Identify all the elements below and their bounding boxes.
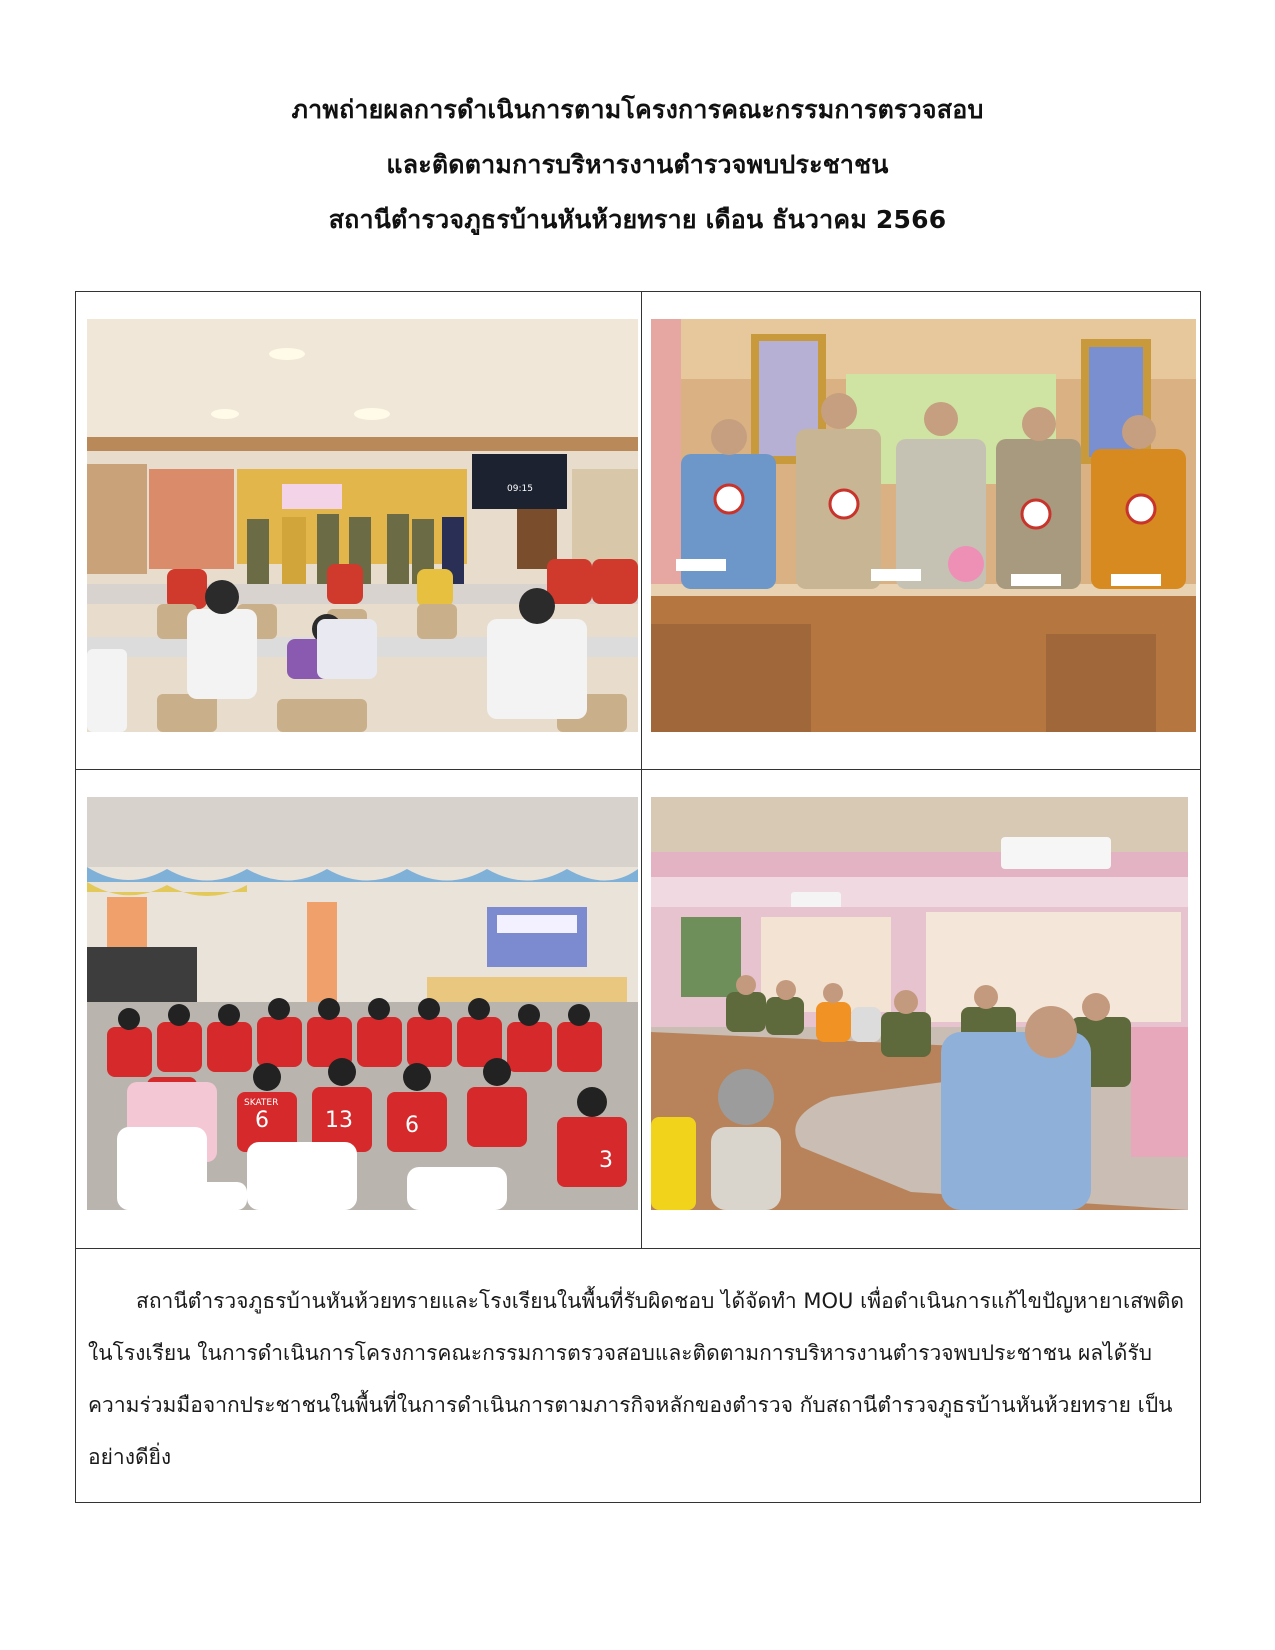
photo-students-hall <box>87 797 638 1210</box>
page-title <box>0 82 1275 247</box>
description-text: สถานีตำรวจภูธรบ้านหันห้วยทรายและโรงเรียนในพื้นที่รับผิดชอบ ได้จัดทำ MOU เพื่อดำเนินการแก้ไขปัญหายาเสพติดในโรงเรียน ในการดำเนินการโครงการคณะกรรมการตรวจสอบและติดตามการบริหารงานตำรวจพบประชาชน ผลได้รับความร่วมมือจากประชาชนในพื้นที่ในการดำเนินการตามภารกิจหลักของตำรวจ กับสถานีตำรวจภูธรบ้านหันห้วยทราย เป็นอย่างดียิ่ง <box>88 1289 1185 1469</box>
photo-classroom-meeting <box>87 319 638 732</box>
photo-cell-1 <box>76 292 642 770</box>
screen-clock-text: 09:15 <box>507 484 533 494</box>
photo-cell-3 <box>76 770 642 1249</box>
photo-meeting-room <box>651 797 1188 1210</box>
jersey-number-3: 6 <box>405 1113 419 1138</box>
description-cell <box>76 1249 1201 1503</box>
photo-no-smoking-signing <box>651 319 1196 732</box>
title-line-2: และติดตามการบริหารงานตำรวจพบประชาชน <box>386 150 889 179</box>
photo-cell-4 <box>642 770 1201 1249</box>
jersey-number-1: 6 <box>255 1108 269 1133</box>
photo-cell-2 <box>642 292 1201 770</box>
photo-table <box>75 291 1201 1503</box>
jersey-number-4: 3 <box>599 1148 613 1173</box>
jersey-text: SKATER <box>244 1098 279 1108</box>
jersey-number-2: 13 <box>325 1108 353 1133</box>
title-line-1: ภาพถ่ายผลการดำเนินการตามโครงการคณะกรรมการตรวจสอบ <box>291 95 984 124</box>
title-line-3: สถานีตำรวจภูธรบ้านหันห้วยทราย เดือน ธันวาคม 2566 <box>328 205 947 234</box>
